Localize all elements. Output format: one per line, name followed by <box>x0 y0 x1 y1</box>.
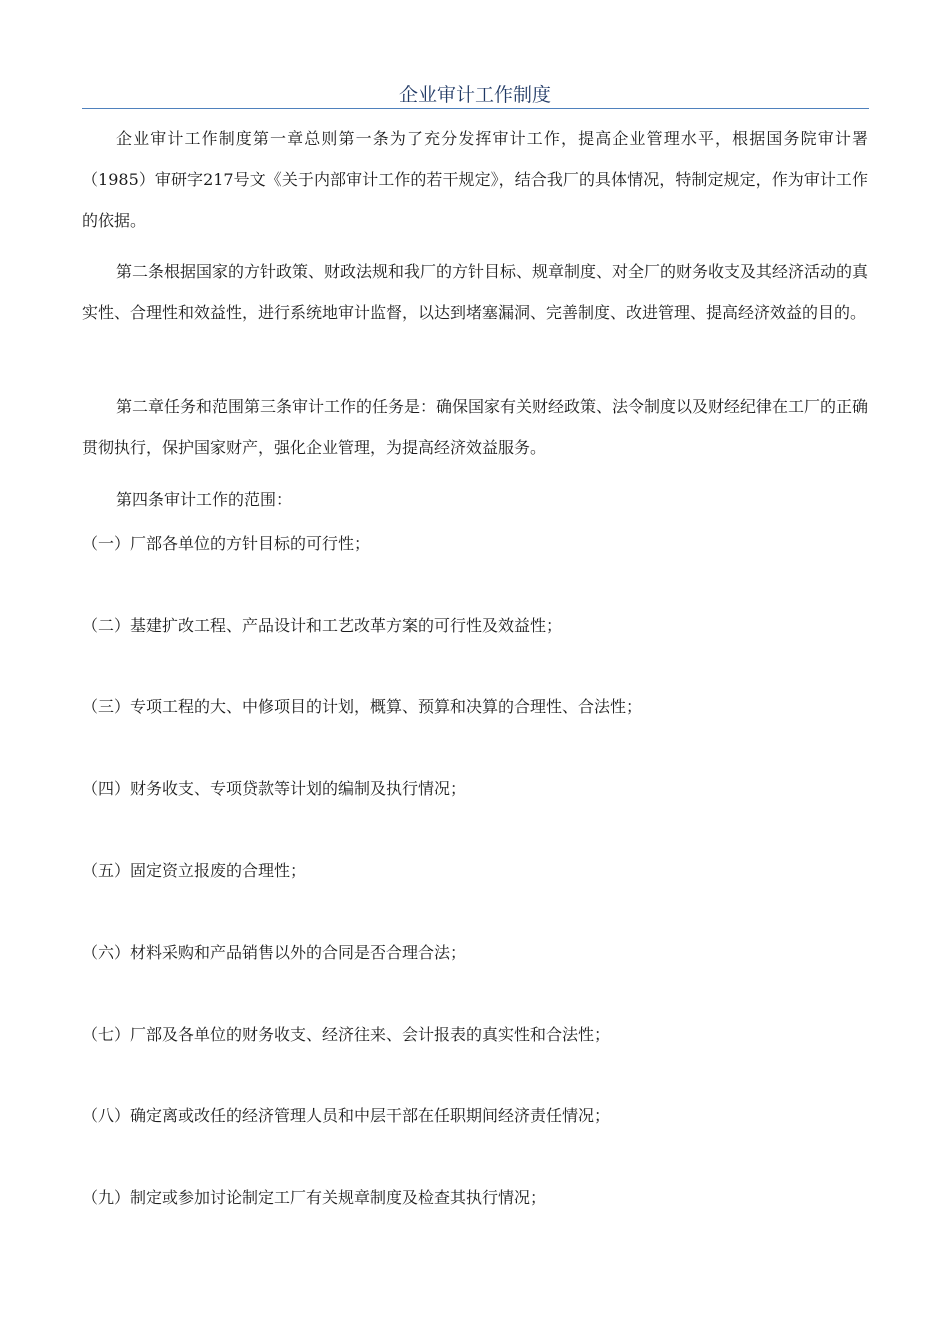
document-title: 企业审计工作制度 <box>398 84 551 106</box>
scope-item-5: （五）固定资立报废的合理性； <box>82 861 307 880</box>
paragraph-article4: 第四条审计工作的范围： <box>116 490 293 509</box>
scope-item-4: （四）财务收支、专项贷款等计划的编制及执行情况； <box>82 779 467 798</box>
scope-item-9: （九）制定或参加讨论制定工厂有关规章制度及检查其执行情况； <box>82 1188 547 1207</box>
paragraph-article2: 第二条根据国家的方针政策、财政法规和我厂的方针目标、规章制度、对全厂的财务收支及其经济活动的真实性、合理性和效益性，进行系统地审计监督，以达到堵塞漏洞、完善制度、改进管理、提高经济效益的目的。 <box>82 262 869 322</box>
paragraph-chapter2-article3: 第二章任务和范围第三条审计工作的任务是：确保国家有关财经政策、法令制度以及财经纪律在工厂的正确贯彻执行，保护国家财产，强化企业管理，为提高经济效益服务。 <box>82 397 869 457</box>
scope-item-3: （三）专项工程的大、中修项目的计划，概算、预算和决算的合理性、合法性； <box>82 697 643 716</box>
scope-item-7: （七）厂部及各单位的财务收支、经济往来、会计报表的真实性和合法性； <box>82 1025 611 1044</box>
scope-item-2: （二）基建扩改工程、产品设计和工艺改革方案的可行性及效益性； <box>82 616 563 635</box>
scope-item-1: （一）厂部各单位的方针目标的可行性； <box>82 534 371 553</box>
title-underline <box>82 108 869 109</box>
paragraph-chapter1-article1: 企业审计工作制度第一章总则第一条为了充分发挥审计工作，提高企业管理水平，根据国务院审计署（1985）审研字217号文《关于内部审计工作的若干规定》，结合我厂的具体情况，特制定规定，作为审计工作的依据。 <box>82 129 868 230</box>
scope-item-8: （八）确定离或改任的经济管理人员和中层干部在任职期间经济责任情况； <box>82 1106 611 1125</box>
scope-item-6: （六）材料采购和产品销售以外的合同是否合理合法； <box>82 943 467 962</box>
